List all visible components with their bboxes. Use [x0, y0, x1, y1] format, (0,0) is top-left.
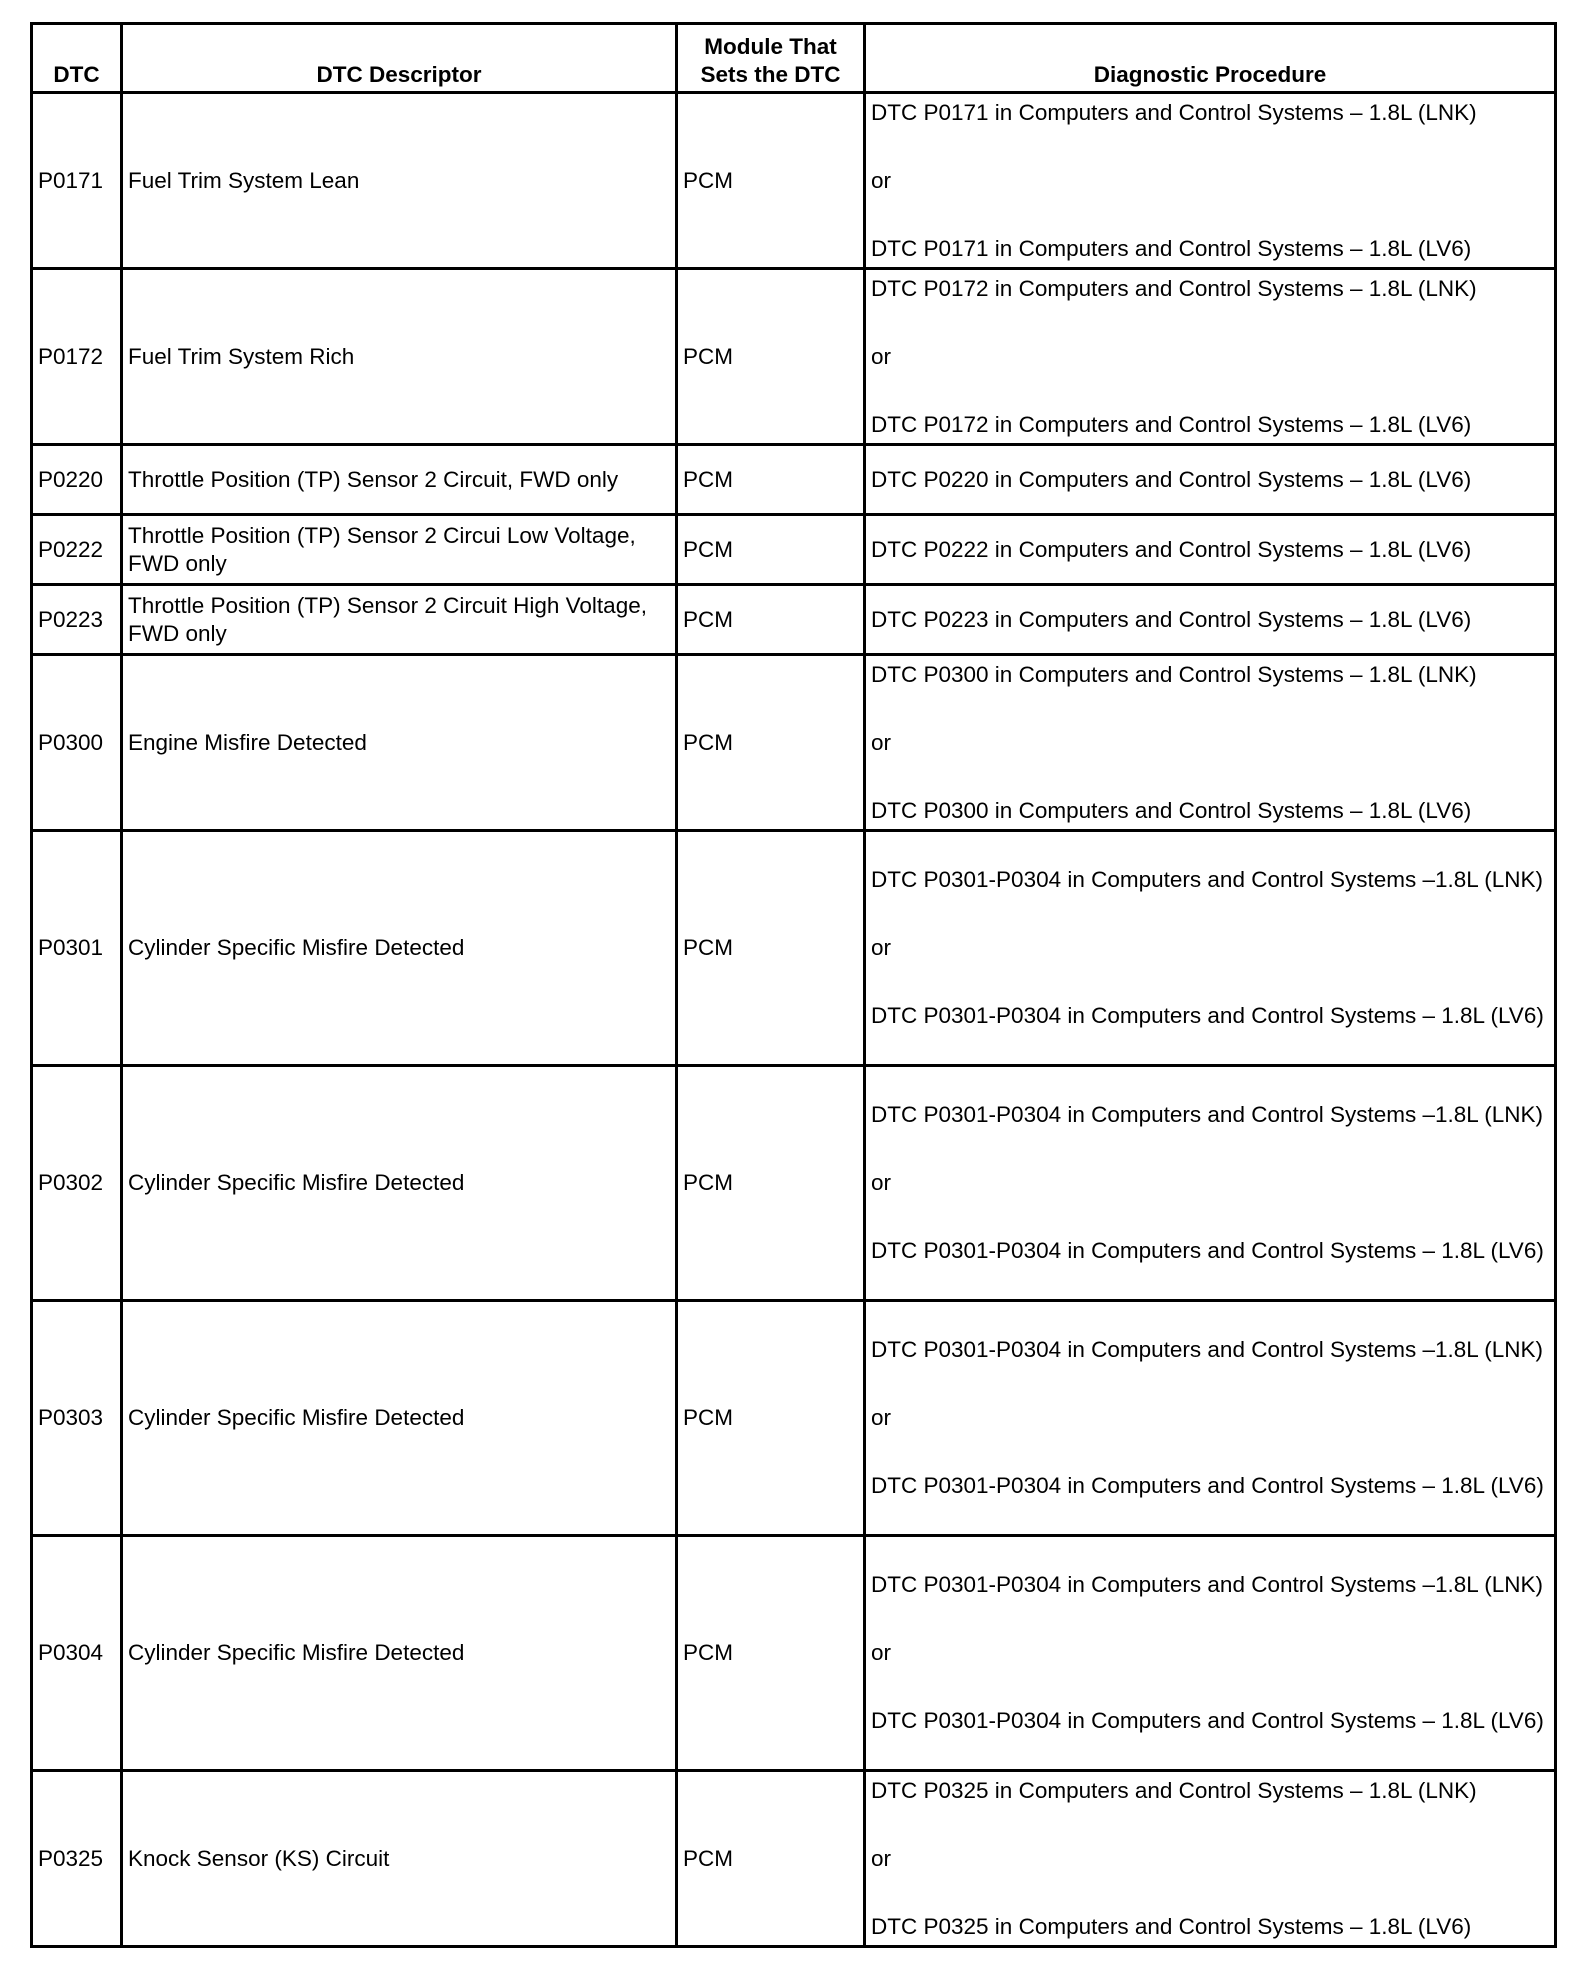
procedure-line: DTC P0222 in Computers and Control Systems – 1.8L (LV6)	[871, 536, 1472, 562]
procedure-line: DTC P0325 in Computers and Control Systems – 1.8L (LNK)	[871, 1777, 1477, 1803]
table-row	[32, 515, 1556, 585]
dtc-module: PCM	[677, 585, 865, 655]
dtc-module: PCM	[677, 93, 865, 269]
diagnostic-procedure	[865, 655, 1556, 831]
procedure-line: DTC P0300 in Computers and Control Systems – 1.8L (LNK)	[871, 661, 1477, 687]
table-row	[32, 585, 1556, 655]
procedure-line: DTC P0301-P0304 in Computers and Control Systems – 1.8L (LV6)	[871, 1473, 1544, 1498]
dtc-code: P0300	[32, 655, 122, 831]
procedure-line: DTC P0172 in Computers and Control Systems – 1.8L (LNK)	[871, 275, 1477, 301]
dtc-module: PCM	[677, 1771, 865, 1947]
table-row	[32, 1301, 1556, 1536]
dtc-table	[30, 22, 1557, 1948]
diagnostic-procedure	[865, 1301, 1556, 1536]
diagnostic-procedure	[865, 93, 1556, 269]
dtc-descriptor: Throttle Position (TP) Sensor 2 Circui Low Voltage, FWD only	[122, 515, 677, 585]
dtc-module: PCM	[677, 1301, 865, 1536]
dtc-module: PCM	[677, 831, 865, 1066]
procedure-line: DTC P0301-P0304 in Computers and Control Systems –1.8L (LNK)	[871, 1102, 1543, 1127]
dtc-code: P0301	[32, 831, 122, 1066]
diagnostic-procedure	[865, 831, 1556, 1066]
procedure-line: DTC P0301-P0304 in Computers and Control Systems – 1.8L (LV6)	[871, 1003, 1544, 1028]
table-row	[32, 93, 1556, 269]
dtc-descriptor: Cylinder Specific Misfire Detected	[122, 1301, 677, 1536]
procedure-line: DTC P0220 in Computers and Control Systems – 1.8L (LV6)	[871, 466, 1472, 492]
procedure-line: DTC P0301-P0304 in Computers and Control Systems –1.8L (LNK)	[871, 867, 1543, 892]
procedure-or: or	[871, 1170, 892, 1195]
procedure-line: DTC P0301-P0304 in Computers and Control Systems – 1.8L (LV6)	[871, 1708, 1544, 1733]
dtc-descriptor: Cylinder Specific Misfire Detected	[122, 1066, 677, 1301]
table-row	[32, 445, 1556, 515]
dtc-descriptor: Fuel Trim System Rich	[122, 269, 677, 445]
procedure-or: or	[871, 1640, 892, 1665]
dtc-descriptor: Fuel Trim System Lean	[122, 93, 677, 269]
diagnostic-procedure	[865, 1066, 1556, 1301]
procedure-line: DTC P0223 in Computers and Control Systems – 1.8L (LV6)	[871, 606, 1472, 632]
table-row	[32, 831, 1556, 1066]
dtc-descriptor: Knock Sensor (KS) Circuit	[122, 1771, 677, 1947]
table-row	[32, 1771, 1556, 1947]
dtc-code: P0304	[32, 1536, 122, 1771]
dtc-module: PCM	[677, 1536, 865, 1771]
procedure-or: or	[871, 1405, 892, 1430]
dtc-code: P0302	[32, 1066, 122, 1301]
dtc-descriptor: Cylinder Specific Misfire Detected	[122, 1536, 677, 1771]
diagnostic-procedure	[865, 1536, 1556, 1771]
table-body	[32, 93, 1556, 1947]
header-dtc: DTC	[32, 24, 122, 93]
table-row	[32, 269, 1556, 445]
dtc-code: P0223	[32, 585, 122, 655]
procedure-line: DTC P0325 in Computers and Control Systems – 1.8L (LV6)	[871, 1913, 1472, 1939]
procedure-line: DTC P0301-P0304 in Computers and Control Systems – 1.8L (LV6)	[871, 1238, 1544, 1263]
dtc-code: P0222	[32, 515, 122, 585]
header-module	[677, 24, 865, 93]
procedure-line: DTC P0301-P0304 in Computers and Control Systems –1.8L (LNK)	[871, 1572, 1543, 1597]
dtc-module: PCM	[677, 445, 865, 515]
dtc-descriptor: Engine Misfire Detected	[122, 655, 677, 831]
dtc-descriptor: Throttle Position (TP) Sensor 2 Circuit, FWD only	[122, 445, 677, 515]
table-row	[32, 1536, 1556, 1771]
dtc-descriptor: Throttle Position (TP) Sensor 2 Circuit High Voltage, FWD only	[122, 585, 677, 655]
procedure-line: DTC P0300 in Computers and Control Systems – 1.8L (LV6)	[871, 797, 1472, 823]
header-row	[32, 24, 1556, 93]
dtc-code: P0325	[32, 1771, 122, 1947]
procedure-line: DTC P0301-P0304 in Computers and Control Systems –1.8L (LNK)	[871, 1337, 1543, 1362]
procedure-or: or	[871, 1845, 892, 1871]
procedure-or: or	[871, 729, 892, 755]
diagnostic-procedure	[865, 1771, 1556, 1947]
table-row	[32, 655, 1556, 831]
diagnostic-procedure	[865, 515, 1556, 585]
diagnostic-procedure	[865, 269, 1556, 445]
procedure-or: or	[871, 343, 892, 369]
procedure-line: DTC P0171 in Computers and Control Systems – 1.8L (LNK)	[871, 99, 1477, 125]
table-row	[32, 1066, 1556, 1301]
dtc-code: P0171	[32, 93, 122, 269]
dtc-module: PCM	[677, 655, 865, 831]
header-procedure: Diagnostic Procedure	[865, 24, 1556, 93]
procedure-line: DTC P0171 in Computers and Control Systems – 1.8L (LV6)	[871, 235, 1472, 261]
dtc-code: P0172	[32, 269, 122, 445]
procedure-or: or	[871, 167, 892, 193]
dtc-code: P0303	[32, 1301, 122, 1536]
dtc-module: PCM	[677, 269, 865, 445]
header-module-line2: Sets the DTC	[700, 62, 841, 87]
dtc-module: PCM	[677, 1066, 865, 1301]
dtc-code: P0220	[32, 445, 122, 515]
header-module-line1: Module That	[704, 34, 837, 59]
dtc-module: PCM	[677, 515, 865, 585]
procedure-line: DTC P0172 in Computers and Control Systems – 1.8L (LV6)	[871, 411, 1472, 437]
diagnostic-procedure	[865, 445, 1556, 515]
diagnostic-procedure	[865, 585, 1556, 655]
procedure-or: or	[871, 935, 892, 960]
dtc-descriptor: Cylinder Specific Misfire Detected	[122, 831, 677, 1066]
header-descriptor: DTC Descriptor	[122, 24, 677, 93]
